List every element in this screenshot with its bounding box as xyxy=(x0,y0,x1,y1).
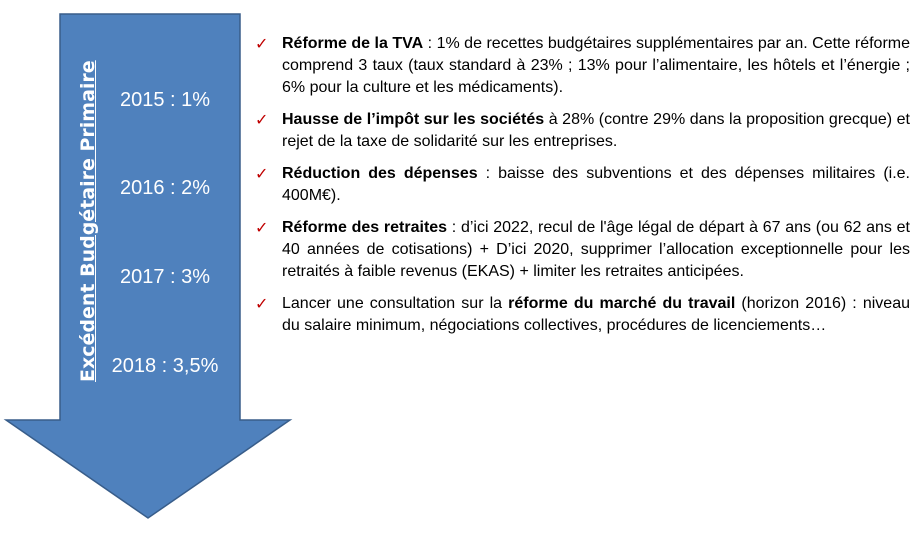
item-text: : 1% de recettes budgétaires supplémentaires par an. Cette réforme comprend 3 taux (taux standard à 23% ; 13% pour l’alimentaire, les hôtels et l’énergie ; 6% pour la culture et les médicaments). xyxy=(282,35,910,96)
checkmark-icon: ✓ xyxy=(255,34,269,53)
item-title: Réduction des dépenses xyxy=(282,165,478,182)
checkmark-icon: ✓ xyxy=(255,294,269,313)
list-item-impot xyxy=(255,109,910,153)
year-2018: 2018 : 3,5% xyxy=(111,355,219,377)
list-item-depenses xyxy=(255,163,910,207)
checkmark-icon: ✓ xyxy=(255,218,269,237)
list-item-travail xyxy=(255,293,910,337)
list-item-tva xyxy=(255,33,910,99)
list-item-retraites xyxy=(255,217,910,283)
checkmark-icon: ✓ xyxy=(255,164,269,183)
reform-list xyxy=(255,33,910,347)
arrow-title: Excédent Budgétaire Primaire xyxy=(77,60,99,382)
item-title: réforme du marché du travail xyxy=(508,295,736,312)
item-title: Réforme de la TVA xyxy=(282,35,424,52)
item-text-before: Lancer une consultation sur la xyxy=(282,295,509,312)
checkmark-icon: ✓ xyxy=(255,110,269,129)
item-text: : baisse des subventions et des dépenses militaires (i.e. 400M€). xyxy=(282,165,910,204)
item-text: (horizon 2016) : niveau du salaire minimum, négociations collectives, procédures de licenciements… xyxy=(282,295,910,334)
item-text: à 28% (contre 29% dans la proposition grecque) et rejet de la taxe de solidarité sur les entreprises. xyxy=(282,111,911,150)
year-2017: 2017 : 3% xyxy=(119,266,211,288)
year-2016: 2016 : 2% xyxy=(119,177,211,199)
item-title: Réforme des retraites xyxy=(282,219,448,236)
item-title: Hausse de l’impôt sur les sociétés xyxy=(282,111,545,128)
year-2015: 2015 : 1% xyxy=(119,89,211,111)
item-text: : d’ici 2022, recul de l'âge légal de départ à 67 ans (ou 62 ans et 40 années de cotisations) + D’ici 2020, supprimer l’allocation exceptionnelle pour les retraités à faible revenus (EKAS) + limiter les retraites anticipées. xyxy=(282,219,910,280)
